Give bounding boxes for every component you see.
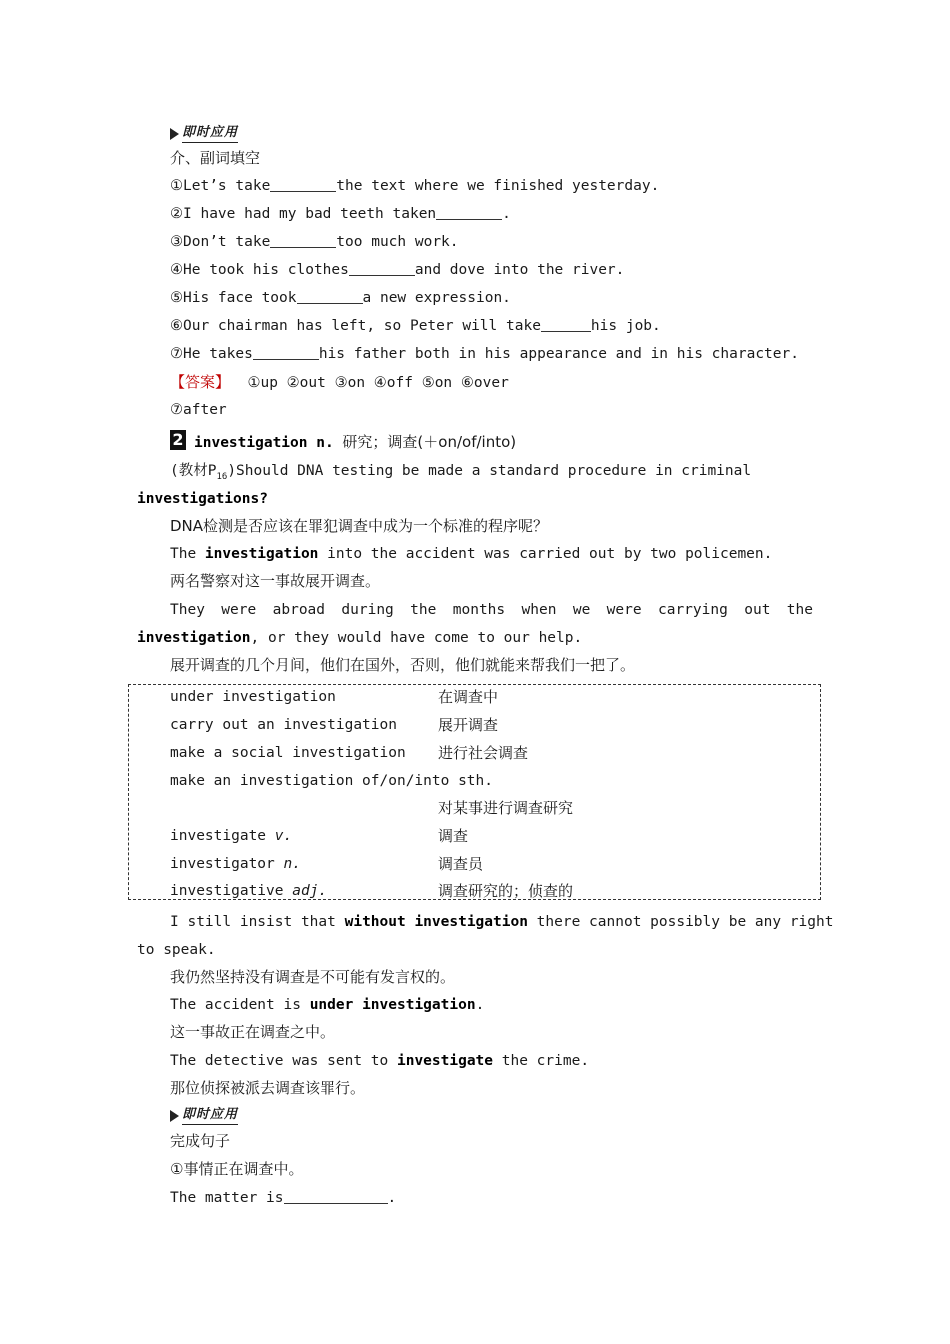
example-sentence: The accident is under investigation.	[170, 997, 485, 1013]
headword: investigation n.	[194, 435, 334, 451]
example-translation: 展开调查的几个月间，他们在国外，否则，他们就能来帮我们一把了。	[170, 656, 636, 674]
phrase-cn: 对某事进行调查研究	[438, 799, 574, 817]
exercise-item: ①Let’s take the text where we finished yesterday.	[170, 178, 660, 194]
answer-label: 【答案】	[170, 373, 231, 391]
practice-badge	[170, 124, 238, 143]
exercise-item: The matter is .	[170, 1190, 397, 1206]
triangle-icon	[170, 1110, 179, 1122]
example-sentence: The detective was sent to investigate the crime.	[170, 1053, 590, 1069]
phrase-cn: 进行社会调查	[438, 744, 529, 762]
textbook-translation: DNA检测是否应该在罪犯调查中成为一个标准的程序呢？	[170, 517, 549, 535]
practice-badge	[170, 1106, 238, 1125]
example-sentence-cont: investigation, or they would have come to our help.	[137, 630, 583, 646]
triangle-icon	[170, 128, 179, 140]
practice-badge-label: 即时应用	[182, 1106, 238, 1125]
phrase-en: make a social investigation	[170, 745, 406, 761]
example-sentence: They were abroad during the months when we were carrying out the	[170, 602, 813, 618]
phrase-en: investigative adj.	[170, 883, 328, 899]
exercise-item: ⑥Our chairman has left, so Peter will take his job.	[170, 318, 661, 334]
headword-gloss: 研究；调查(＋on/of/into)	[342, 433, 517, 451]
phrase-en: investigator n.	[170, 856, 301, 872]
textbook-sentence: (教材$P_{16})Should$ DNA testing be made a standard procedure in criminal	[170, 463, 752, 482]
phrase-cn: 调查	[438, 827, 469, 845]
answer-values-cont: ⑦after	[170, 402, 227, 418]
example-sentence-cont: to speak.	[137, 942, 216, 958]
headword-line	[194, 432, 516, 453]
answer-values: ①up ②out ③on ④off ⑤on ⑥over	[247, 375, 509, 391]
answer-line	[170, 372, 509, 393]
phrase-cn: 展开调查	[438, 716, 499, 734]
exercise-item: ③Don’t take too much work.	[170, 234, 459, 250]
phrase-en: carry out an investigation	[170, 717, 397, 733]
exercise-item: ②I have had my bad teeth taken .	[170, 206, 511, 222]
textbook-sentence-cont: investigations?	[137, 491, 268, 507]
example-sentence: The investigation into the accident was carried out by two policemen.	[170, 546, 773, 562]
exercise-item: ⑦He takes his father both in his appearance and in his character.	[170, 346, 799, 362]
example-translation: 那位侦探被派去调查该罪行。	[170, 1079, 366, 1097]
phrase-en: investigate v.	[170, 828, 293, 844]
exercise-item: ④He took his clothes and dove into the river.	[170, 262, 625, 278]
phrase-cn: 调查研究的；侦查的	[438, 882, 574, 900]
exercise-item-cn: ①事情正在调查中。	[170, 1160, 304, 1178]
phrase-en: make an investigation of/on/into sth.	[170, 773, 494, 789]
practice-badge-label: 即时应用	[182, 124, 238, 143]
exercise-title: 完成句子	[170, 1132, 231, 1150]
example-translation: 这一事故正在调查之中。	[170, 1023, 336, 1041]
exercise-item: ⑤His face took a new expression.	[170, 290, 511, 306]
phrase-cn: 在调查中	[438, 688, 499, 706]
phrase-cn: 调查员	[438, 855, 484, 873]
exercise-title: 介、副词填空	[170, 149, 261, 167]
example-sentence: I still insist that without investigation there cannot possibly be any right	[170, 914, 834, 930]
example-translation: 两名警察对这一事故展开调查。	[170, 572, 381, 590]
section-number: 2	[170, 430, 186, 450]
example-translation: 我仍然坚持没有调查是不可能有发言权的。	[170, 968, 456, 986]
phrase-en: under investigation	[170, 689, 336, 705]
